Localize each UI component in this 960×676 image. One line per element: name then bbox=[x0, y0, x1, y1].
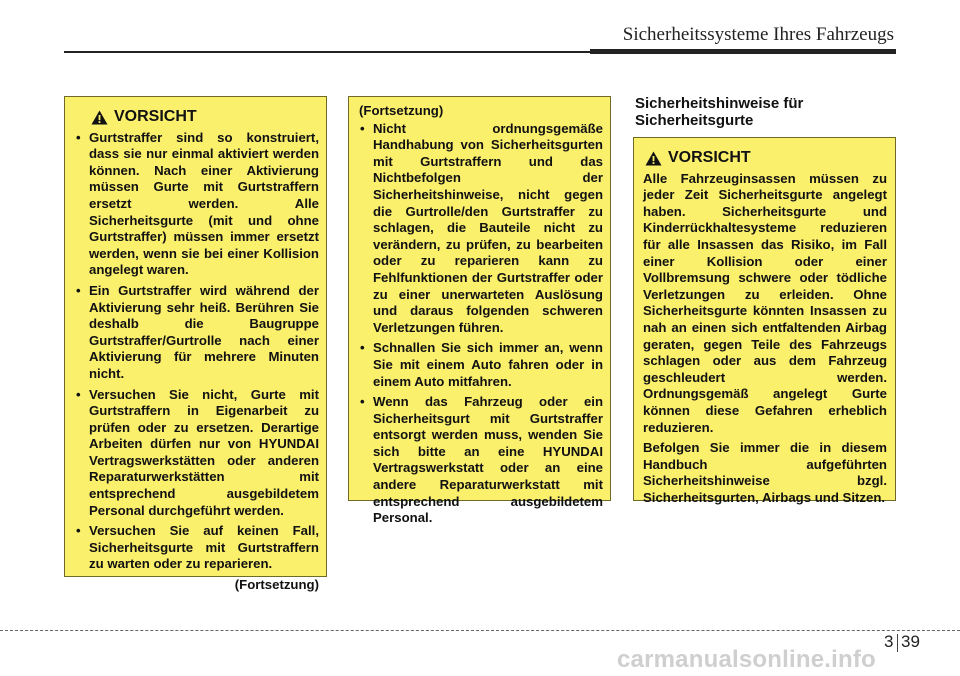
chapter-number: 3 bbox=[884, 632, 894, 651]
section-title: Sicherheitshinweise für Sicherheitsgurte bbox=[635, 95, 804, 129]
list-item: • Versuchen Sie nicht, Gurte mit Gurtstraffern in Eigenarbeit zu prüfen oder zu ersetzen. Derartige Arbeiten dürfen nur von HYUNDAI Vertragswerkstätten oder anderen Reparaturwerkstätten mit entsprechend ausgebildetem Personal durchgeführt werden. bbox=[75, 387, 319, 520]
caution-list bbox=[75, 130, 319, 573]
header-rule-accent bbox=[590, 49, 896, 54]
list-item: • Versuchen Sie auf keinen Fall, Sicherheitsgurte mit Gurtstraffern zu warten oder zu reparieren. bbox=[75, 523, 319, 573]
caution-box-left bbox=[64, 96, 327, 593]
list-item: • Nicht ordnungsgemäße Handhabung von Sicherheitsgurten mit Gurtstraffern und das Nichtbefolgen der Sicherheitshinweise, nicht gegen die Gurtrolle/den Gurtstraffer zu schlagen, die Bauteile nicht zu verändern, zu prüfen, zu bearbeiten oder zu reparieren kann zu Fehlfunktionen der Gurtstraffer oder zu einer unerwarteten Auslösung und daraus folgenden schweren Verletzungen führen. bbox=[359, 121, 603, 337]
caution-heading-text: VORSICHT bbox=[668, 149, 751, 166]
list-item: • Wenn das Fahrzeug oder ein Sicherheitsgurt mit Gurtstraffer entsorgt werden muss, wenden Sie sich bitte an eine HYUNDAI Vertragswerkstatt oder an eine andere Reparaturwerkstatt mit entsprechend ausgebildetem Personal. bbox=[359, 394, 603, 527]
caution-paragraph: Alle Fahrzeuginsassen müssen zu jeder Zeit Sicherheitsgurte angelegt haben. Sicherheitsgurte und Kinderrückhaltesysteme reduzieren für alle Insassen das Risiko, im Fall einer Kollision oder einer Vollbremsung schwere oder tödliche Verletzungen zu erleiden. Ohne Sicherheitsgurte könnten Insassen zu nah an einen sich entfaltenden Airbag geraten, gegen Teile des Fahrzeugs schlagen oder aus dem Fahrzeug geschleudert werden. Ordnungsgemäß angelegt Gurte können diese Gefahren erheblich reduzieren. bbox=[643, 170, 887, 435]
caution-paragraph: Befolgen Sie immer die in diesem Handbuch aufgeführten Sicherheitshinweise bzgl. Sicherheitsgurten, Airbags und Sitzen. bbox=[643, 440, 887, 505]
caution-box-continued bbox=[348, 96, 611, 526]
page-number: 39 bbox=[901, 632, 920, 651]
warning-triangle-icon bbox=[645, 151, 662, 166]
caution-list bbox=[359, 121, 603, 527]
header-rule bbox=[64, 51, 632, 53]
list-item: • Ein Gurtstraffer wird während der Aktivierung sehr heiß. Berühren Sie deshalb die Baugruppe Gurtstraffer/Gurtrolle nach einer Aktivierung für mehrere Minuten nicht. bbox=[75, 283, 319, 383]
continued-note: (Fortsetzung) bbox=[234, 577, 319, 593]
caution-heading bbox=[645, 150, 887, 167]
continued-note: (Fortsetzung) bbox=[359, 103, 444, 118]
list-item: • Gurtstraffer sind so konstruiert, dass sie nur einmal aktiviert werden können. Nach einer Aktivierung müssen Gurte mit Gurtstraffern ersetzt werden. Alle Sicherheitsgurte (mit und ohne Gurtstraffer) müssen immer ersetzt werden, wenn sie bei einer Kollision angelegt waren. bbox=[75, 130, 319, 279]
caution-heading-text: VORSICHT bbox=[114, 108, 197, 125]
header-title: Sicherheitssysteme Ihres Fahrzeugs bbox=[622, 24, 894, 45]
list-item: • Schnallen Sie sich immer an, wenn Sie mit einem Auto fahren oder in einem Auto mitfahren. bbox=[359, 340, 603, 390]
caution-box-right bbox=[633, 137, 896, 505]
footer-rule bbox=[0, 630, 960, 631]
watermark: carmanualsonline.info bbox=[617, 646, 876, 673]
caution-heading bbox=[91, 109, 319, 126]
page-number-separator bbox=[897, 634, 898, 652]
warning-triangle-icon bbox=[91, 110, 108, 125]
